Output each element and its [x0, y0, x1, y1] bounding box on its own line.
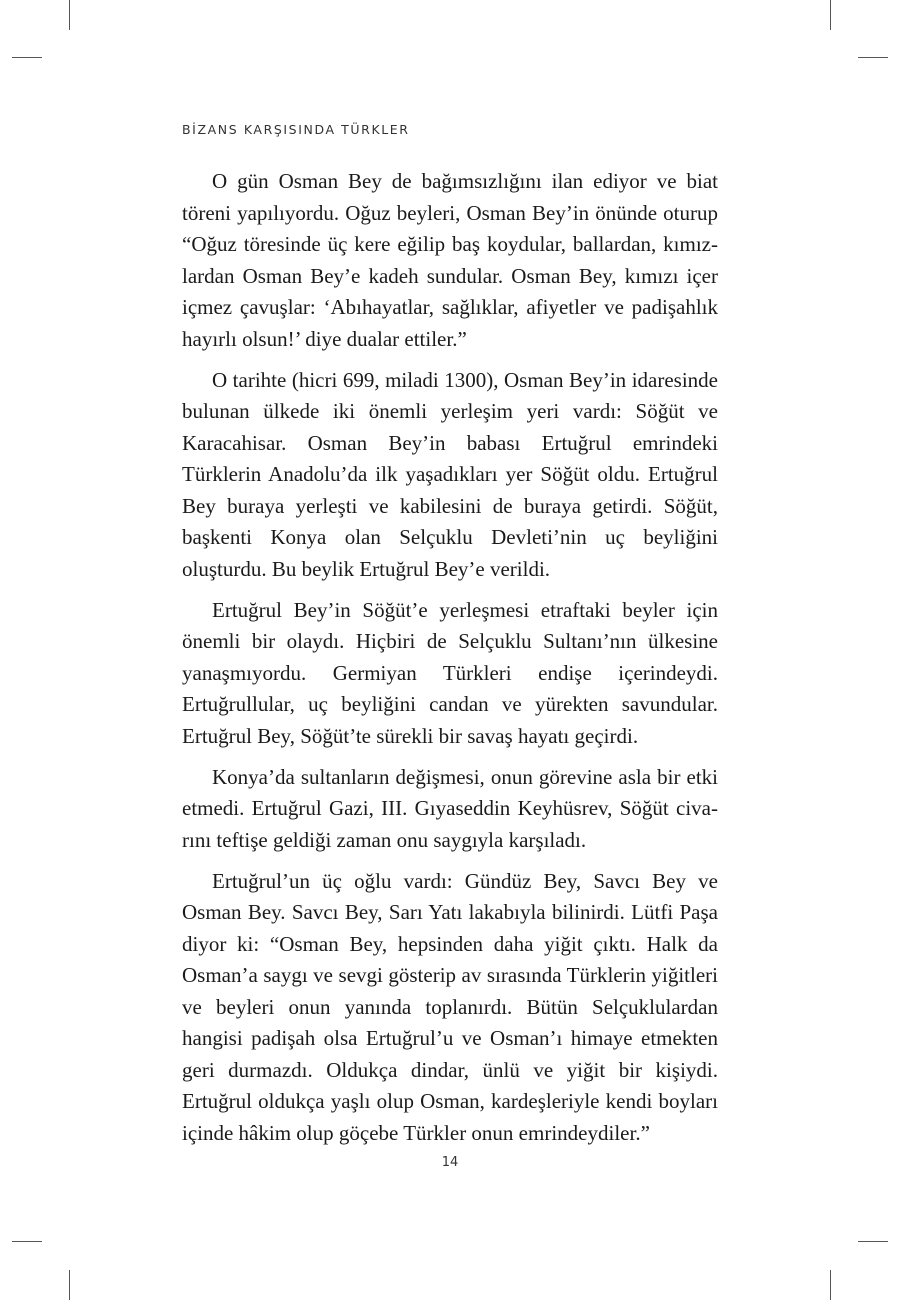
crop-mark-bottom-right-vertical [830, 1270, 831, 1300]
crop-mark-bottom-right-horizontal [858, 1241, 888, 1242]
paragraph: Ertuğrul Bey’in Söğüt’e yerleşmesi etraftaki beyler için önemli bir olaydı. Hiçbiri de Selçuklu Sultanı’nın ülkesine yanaşmıyordu. Germiyan Türkleri endişe içerindeydi. Ertuğrullular, uç beyliğini candan ve yürekten savundular. Ertuğrul Bey, Söğüt’te sürekli bir savaş hayatı geçirdi. [182, 597, 718, 748]
crop-mark-bottom-left-horizontal [12, 1241, 42, 1242]
crop-mark-top-right-horizontal [858, 57, 888, 58]
body-text [182, 166, 718, 1159]
paragraph: O tarihte (hicri 699, miladi 1300), Osman Bey’in idaresinde bulunan ülkede iki önemli yerleşim yeri vardı: Söğüt ve Karacahisar. Osman Bey’in babası Ertuğrul emrindeki Türklerin Anadolu’da ilk yaşadıkları yer Söğüt oldu. Ertuğrul Bey buraya yerleşti ve kabilesini de buraya getirdi. Söğüt, başkenti Konya olan Selçuklu Devleti’nin uç beyliğini oluşturdu. Bu beylik Ertuğrul Bey’e verildi. [182, 367, 718, 581]
crop-mark-top-left-horizontal [12, 57, 42, 58]
crop-mark-bottom-left-vertical [69, 1270, 70, 1300]
paragraph: Konya’da sultanların değişmesi, onun görevine asla bir etki etmedi. Ertuğrul Gazi, III. Gıyaseddin Keyhüsrev, Söğüt civarını teftişe geldiği zaman onu saygıyla karşıladı. [182, 764, 718, 852]
page-number: 14 [441, 1155, 459, 1170]
paragraph: O gün Osman Bey de bağımsızlığını ilan ediyor ve biat töreni yapılıyordu. Oğuz beyleri, Osman Bey’in önünde oturup “Oğuz töresinde üç kere eğilip baş koydular, ballardan, kımızlardan Osman Bey’e kadeh sundular. Osman Bey, kımızı içer içmez çavuşlar: ‘Abıhayatlar, sağlıklar, afiyetler ve padişahlık hayırlı olsun!’ diye dualar ettiler.” [182, 169, 718, 351]
crop-mark-top-right-vertical [830, 0, 831, 30]
running-head: BİZANS KARŞISINDA TÜRKLER [182, 122, 410, 137]
paragraph: Ertuğrul’un üç oğlu vardı: Gündüz Bey, Savcı Bey ve Osman Bey. Savcı Bey, Sarı Yatı lakabıyla bilinirdi. Lütfi Paşa diyor ki: “Osman Bey, hepsinden daha yiğit çıktı. Halk da Osman’a saygı ve sevgi gösterip av sırasında Türklerin yiğitleri ve beyleri onun yanında toplanırdı. Bütün Selçuklulardan hangisi padişah olsa Ertuğrul’u ve Osman’ı himaye etmekten geri durmazdı. Oldukça dindar, ünlü ve yiğit bir kişiydi. Ertuğrul oldukça yaşlı olup Osman, kardeşleriyle kendi boyları içinde hâkim olup göçebe Türkler onun emrindeydiler.” [182, 868, 718, 1145]
crop-mark-top-left-vertical [69, 0, 70, 30]
